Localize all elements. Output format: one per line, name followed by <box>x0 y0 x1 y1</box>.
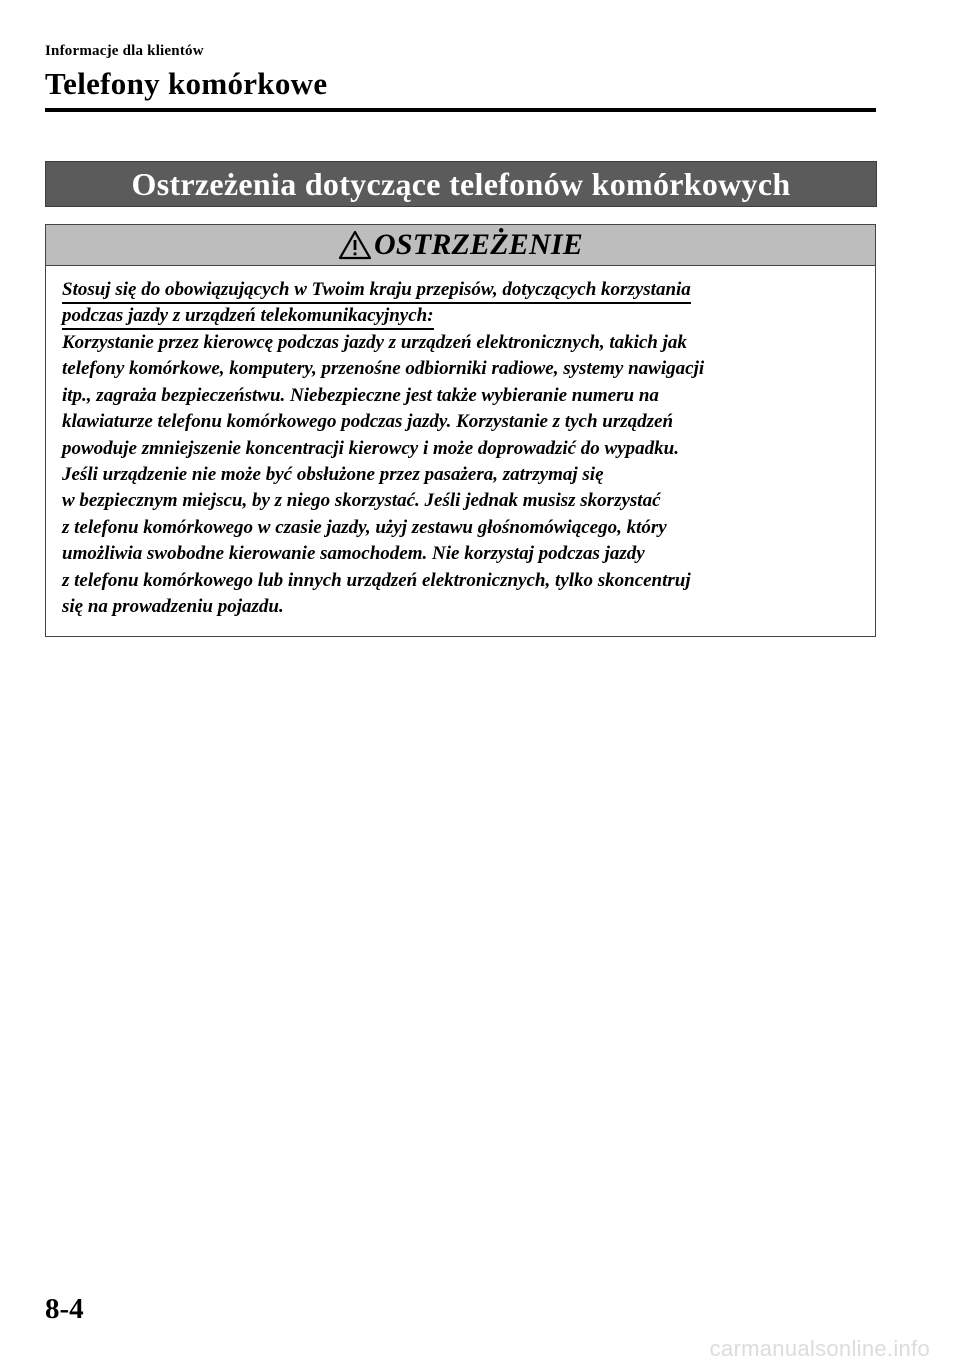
watermark: carmanualsonline.info <box>709 1336 930 1361</box>
page-number: 8-4 <box>45 1293 84 1325</box>
warning-text-line: klawiaturze telefonu komórkowego podczas jazdy. Korzystanie z tych urządzeń <box>62 411 674 433</box>
chapter-title: Telefony komórkowe <box>45 66 328 101</box>
warning-title: OSTRZEŻENIE <box>374 228 583 261</box>
warning-text-line: z telefonu komórkowego lub innych urządzeń elektronicznych, tylko skoncentruj <box>62 569 691 591</box>
warning-text-line: umożliwia swobodne kierowanie samochodem. Nie korzystaj podczas jazdy <box>62 543 645 565</box>
warning-text-line: z telefonu komórkowego w czasie jazdy, użyj zestawu głośnomówiącego, który <box>62 516 667 538</box>
warning-header <box>46 225 875 266</box>
warning-text-line: powoduje zmniejszenie koncentracji kierowcy i może doprowadzić do wypadku. <box>62 437 679 459</box>
warning-lead <box>62 278 865 330</box>
warning-text <box>62 330 865 620</box>
warning-text-line: w bezpiecznym miejscu, by z niego skorzystać. Jeśli jednak musisz skorzystać <box>62 490 661 512</box>
section-banner <box>45 161 877 207</box>
warning-body <box>46 266 875 620</box>
warning-box <box>45 224 876 637</box>
warning-triangle-icon <box>338 230 372 260</box>
warning-text-line: się na prowadzeniu pojazdu. <box>62 596 284 618</box>
section-title: Ostrzeżenia dotyczące telefonów komórkowych <box>131 165 791 202</box>
warning-text-line: Korzystanie przez kierowcę podczas jazdy z urządzeń elektronicznych, takich jak <box>62 332 687 353</box>
warning-lead-line: Stosuj się do obowiązujących w Twoim kraju przepisów, dotyczących korzystania <box>62 278 691 304</box>
warning-text-line: telefony komórkowe, komputery, przenośne odbiorniki radiowe, systemy nawigacji <box>62 358 705 380</box>
header-divider <box>45 108 876 112</box>
warning-text-line: Jeśli urządzenie nie może być obsłużone przez pasażera, zatrzymaj się <box>62 464 604 486</box>
warning-lead-line: podczas jazdy z urządzeń telekomunikacyjnych: <box>62 304 434 330</box>
warning-text-line: itp., zagraża bezpieczeństwu. Niebezpieczne jest także wybieranie numeru na <box>62 384 659 406</box>
section-label: Informacje dla klientów <box>45 43 204 59</box>
